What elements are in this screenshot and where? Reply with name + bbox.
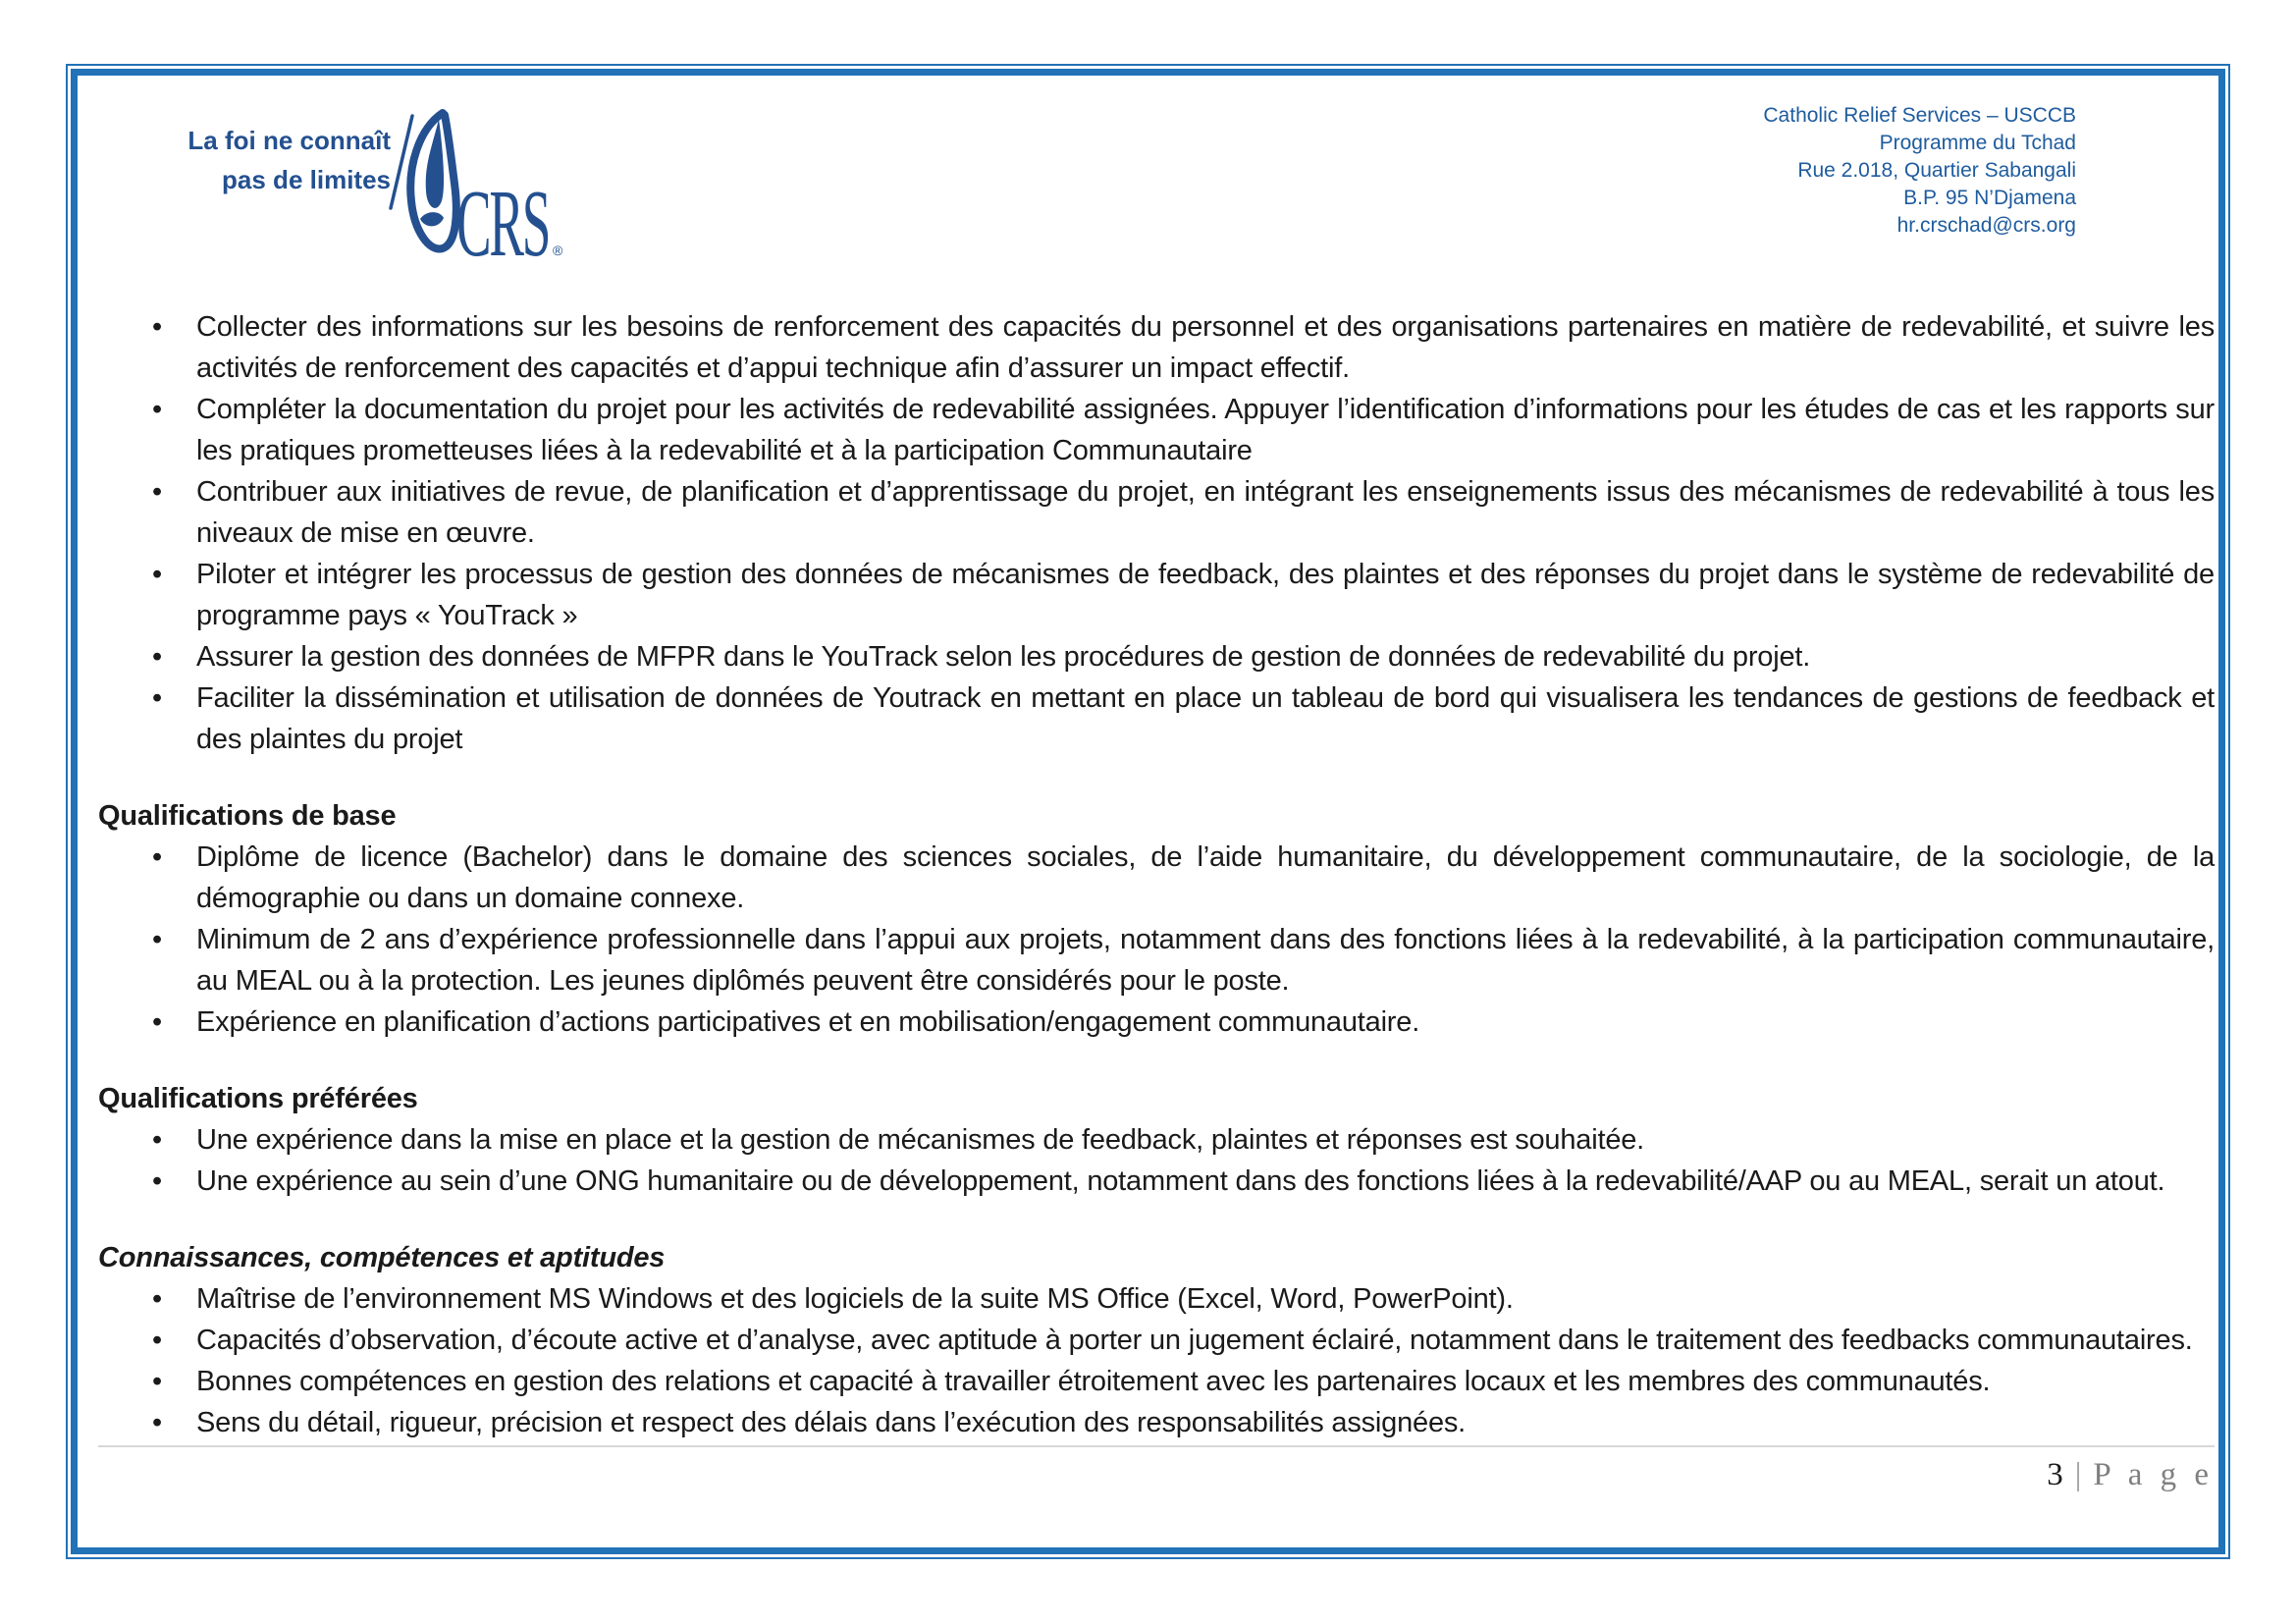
page-number-separator: | xyxy=(2074,1457,2082,1492)
bullet-item: • Capacités d’observation, d’écoute active et d’analyse, avec aptitude à porter un jugement éclairé, notamment dans le traitement des feedbacks communautaires. xyxy=(98,1320,2215,1361)
duties-list xyxy=(98,306,2215,760)
crs-flame-icon xyxy=(400,107,460,256)
page-number-value: 3 xyxy=(2047,1457,2063,1492)
bullet-item: • Maîtrise de l’environnement MS Windows et des logiciels de la suite MS Office (Excel, Word, PowerPoint). xyxy=(98,1278,2215,1320)
page-number-label: P a g e xyxy=(2093,1457,2214,1492)
address-email: hr.crschad@crs.org xyxy=(1896,214,2076,237)
connaissances-list xyxy=(98,1278,2215,1443)
qualifications-preferees-list xyxy=(98,1119,2215,1202)
heading-qualifications-preferees: Qualifications préférées xyxy=(98,1083,418,1114)
bullet-item: • Faciliter la dissémination et utilisation de données de Youtrack en mettant en place un tableau de bord qui visualisera les tendances de gestions de feedback et des plaintes du projet xyxy=(98,677,2215,760)
logo-tagline xyxy=(187,121,391,199)
address-line: B.P. 95 N’Djamena xyxy=(1903,187,2076,209)
bullet-item: • Bonnes compétences en gestion des relations et capacité à travailler étroitement avec les partenaires locaux et les membres des communautés. xyxy=(98,1361,2215,1402)
registered-trademark-symbol: ® xyxy=(553,243,563,258)
qualifications-base-list xyxy=(98,837,2215,1043)
bullet-item: • Contribuer aux initiatives de revue, de planification et d’apprentissage du projet, en intégrant les enseignements issus des mécanismes de redevabilité à tous les niveaux de mise en œuvre. xyxy=(98,471,2215,554)
logo-tagline-line2: pas de limites xyxy=(222,165,391,194)
logo-tagline-line1: La foi ne connaît xyxy=(187,126,391,155)
bullet-item: • Assurer la gestion des données de MFPR dans le YouTrack selon les procédures de gestion de données de redevabilité du projet. xyxy=(98,636,2215,677)
bullet-item: • Piloter et intégrer les processus de gestion des données de mécanismes de feedback, des plaintes et des réponses du projet dans le système de redevabilité de programme pays « YouTrack » xyxy=(98,554,2215,636)
address-line: Rue 2.018, Quartier Sabangali xyxy=(1797,159,2076,182)
footer-divider xyxy=(98,1445,2215,1447)
bullet-item: • Collecter des informations sur les besoins de renforcement des capacités du personnel et des organisations partenaires en matière de redevabilité, et suivre les activités de renforcement des capacités et d’appui technique afin d’assurer un impact effectif. xyxy=(98,306,2215,389)
heading-connaissances: Connaissances, compétences et aptitudes xyxy=(98,1242,666,1273)
crs-logo xyxy=(187,93,839,280)
heading-qualifications-base: Qualifications de base xyxy=(98,800,397,832)
bullet-item: • Une expérience dans la mise en place et la gestion de mécanismes de feedback, plaintes et réponses est souhaitée. xyxy=(98,1119,2215,1161)
crs-wordmark: CRS xyxy=(456,171,550,276)
bullet-item: • Compléter la documentation du projet pour les activités de redevabilité assignées. Appuyer l’identification d’informations pour les études de cas et les rapports sur les pratiques prometteuses liées à la redevabilité et à la participation Communautaire xyxy=(98,389,2215,471)
bullet-item: • Sens du détail, rigueur, précision et respect des délais dans l’exécution des responsabilités assignées. xyxy=(98,1402,2215,1443)
bullet-item: • Diplôme de licence (Bachelor) dans le domaine des sciences sociales, de l’aide humanitaire, du développement communautaire, de la sociologie, de la démographie ou dans un domaine connexe. xyxy=(98,837,2215,919)
address-line: Programme du Tchad xyxy=(1879,132,2076,154)
header-address-block xyxy=(1763,102,2076,240)
bullet-item: • Minimum de 2 ans d’expérience professionnelle dans l’appui aux projets, notamment dans des fonctions liées à la redevabilité, à la participation communautaire, au MEAL ou à la protection. Les jeunes diplômés peuvent être considérés pour le poste. xyxy=(98,919,2215,1001)
page-number xyxy=(2047,1457,2214,1493)
address-line: Catholic Relief Services – USCCB xyxy=(1763,104,2076,127)
bullet-item: • Une expérience au sein d’une ONG humanitaire ou de développement, notamment dans des fonctions liées à la redevabilité/AAP ou au MEAL, serait un atout. xyxy=(98,1161,2215,1202)
bullet-item: • Expérience en planification d’actions participatives et en mobilisation/engagement communautaire. xyxy=(98,1001,2215,1043)
document-body xyxy=(98,306,2215,1443)
